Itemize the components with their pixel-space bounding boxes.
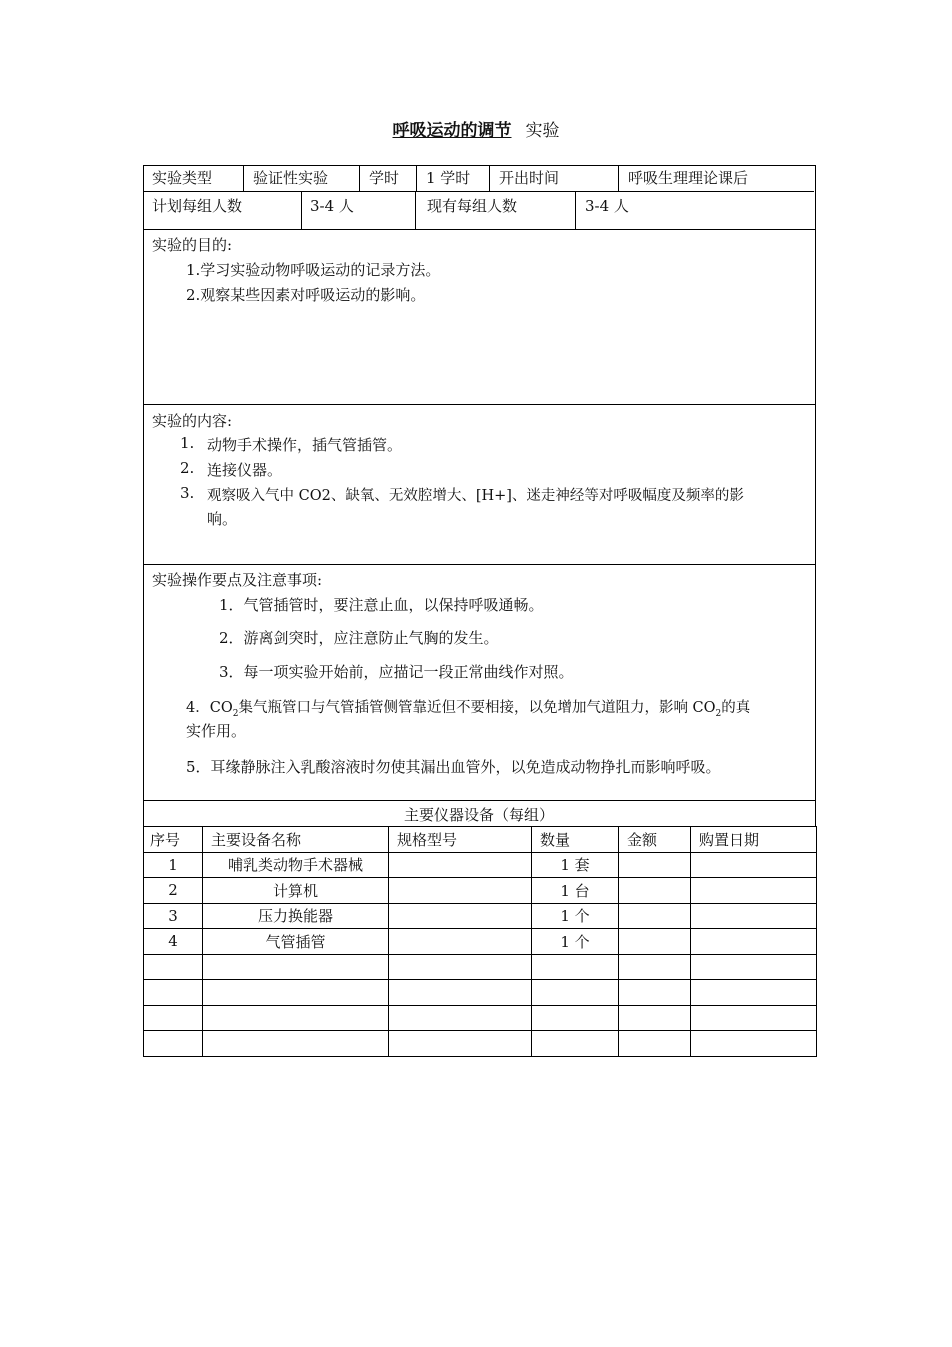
- equipment-name: 压力换能器: [203, 903, 389, 929]
- table-row: [144, 903, 817, 929]
- equipment-table: [143, 826, 817, 1057]
- note-item: 5．耳缘静脉注入乳酸溶液时勿使其漏出血管外，以免造成动物挣扎而影响呼吸。: [186, 758, 721, 776]
- table-row: [144, 954, 817, 980]
- table-header-row: [144, 827, 817, 853]
- purpose-section: [143, 229, 816, 405]
- spec-model: [389, 903, 532, 929]
- spec-model: [389, 929, 532, 955]
- hours-label: 学时: [369, 169, 400, 187]
- actual-size-label: 现有每组人数: [427, 197, 518, 215]
- note-item-continuation: 实作用。: [186, 722, 247, 740]
- content-item: 动物手术操作，插气管插管。: [207, 436, 403, 454]
- purpose-heading: 实验的目的:: [152, 236, 233, 254]
- table-row: [144, 852, 817, 878]
- open-time-label: 开出时间: [499, 169, 560, 187]
- spec-model: [389, 980, 532, 1006]
- amount: [619, 852, 691, 878]
- title-main: 呼吸运动的调节: [392, 121, 512, 141]
- table-row: [144, 1005, 817, 1031]
- note-item: 3．每一项实验开始前，应描记一段正常曲线作对照。: [219, 663, 574, 681]
- hours-value: 1 学时: [426, 169, 471, 187]
- spec-model: [389, 852, 532, 878]
- content-section: [143, 404, 816, 565]
- page-title: [0, 116, 952, 141]
- row-number: 4: [144, 929, 203, 955]
- open-time-value: 呼吸生理理论课后: [628, 169, 749, 187]
- purchase-date: [691, 1005, 817, 1031]
- purchase-date: [691, 1031, 817, 1057]
- equipment-title: 主要仪器设备（每组）: [403, 806, 554, 824]
- row-number: [144, 1031, 203, 1057]
- amount: [619, 929, 691, 955]
- note-item: 4．$CO_2$集气瓶管口与气管插管侧管靠近但不要相接，以免增加气道阻力，影响 $CO_2$的真: [186, 700, 751, 719]
- table-row: [144, 878, 817, 904]
- table-row: [144, 1031, 817, 1057]
- content-item-number: 1.: [180, 434, 195, 452]
- note-item: 1．气管插管时，要注意止血，以保持呼吸通畅。: [219, 596, 544, 614]
- table-row: [144, 980, 817, 1006]
- row-number: 3: [144, 903, 203, 929]
- header-cell: 数量: [532, 827, 619, 853]
- quantity: 1 个: [532, 903, 619, 929]
- equipment-name: 哺乳类动物手术器械: [203, 852, 389, 878]
- row-number: [144, 954, 203, 980]
- notes-section: [143, 564, 816, 801]
- quantity: [532, 980, 619, 1006]
- purchase-date: [691, 903, 817, 929]
- row-number: [144, 980, 203, 1006]
- purchase-date: [691, 878, 817, 904]
- row-number: 1: [144, 852, 203, 878]
- purchase-date: [691, 929, 817, 955]
- content-item: 连接仪器。: [207, 461, 283, 479]
- content-item-number: 3.: [180, 484, 195, 502]
- row-number: 2: [144, 878, 203, 904]
- header-cell: 主要设备名称: [203, 827, 389, 853]
- content-item-number: 2.: [180, 459, 195, 477]
- purchase-date: [691, 980, 817, 1006]
- equipment-title-row: [143, 800, 816, 827]
- plan-size-label: 计划每组人数: [152, 197, 243, 215]
- amount: [619, 878, 691, 904]
- note-item: 2．游离剑突时，应注意防止气胸的发生。: [219, 629, 499, 647]
- content-item: 观察吸入气中 CO2、缺氧、无效腔增大、[H+]、迷走神经等对呼吸幅度及频率的影: [207, 488, 744, 504]
- header-cell: 金额: [619, 827, 691, 853]
- equipment-name: [203, 1031, 389, 1057]
- equipment-name: 计算机: [203, 878, 389, 904]
- spec-model: [389, 954, 532, 980]
- quantity: 1 套: [532, 852, 619, 878]
- amount: [619, 980, 691, 1006]
- header-cell: 序号: [144, 827, 203, 853]
- quantity: 1 个: [532, 929, 619, 955]
- type-value: 验证性实验: [253, 169, 329, 187]
- type-label: 实验类型: [152, 169, 213, 187]
- purpose-item: 1.学习实验动物呼吸运动的记录方法。: [186, 261, 441, 279]
- content-heading: 实验的内容:: [152, 412, 233, 430]
- purpose-item: 2.观察某些因素对呼吸运动的影响。: [186, 286, 426, 304]
- amount: [619, 903, 691, 929]
- purchase-date: [691, 954, 817, 980]
- row-number: [144, 1005, 203, 1031]
- header-cell: 购置日期: [691, 827, 817, 853]
- quantity: [532, 954, 619, 980]
- table-row: [144, 929, 817, 955]
- title-suffix: 实验: [525, 121, 560, 141]
- amount: [619, 954, 691, 980]
- spec-model: [389, 878, 532, 904]
- quantity: [532, 1005, 619, 1031]
- purchase-date: [691, 852, 817, 878]
- info-block: [143, 165, 816, 230]
- spec-model: [389, 1031, 532, 1057]
- amount: [619, 1005, 691, 1031]
- header-cell: 规格型号: [389, 827, 532, 853]
- equipment-name: [203, 1005, 389, 1031]
- amount: [619, 1031, 691, 1057]
- notes-heading: 实验操作要点及注意事项:: [152, 571, 323, 589]
- actual-size-value: 3-4 人: [585, 197, 629, 215]
- content-item-continuation: 响。: [207, 510, 238, 528]
- equipment-name: 气管插管: [203, 929, 389, 955]
- quantity: 1 台: [532, 878, 619, 904]
- quantity: [532, 1031, 619, 1057]
- spec-model: [389, 1005, 532, 1031]
- plan-size-value: 3-4 人: [310, 197, 354, 215]
- equipment-name: [203, 954, 389, 980]
- equipment-name: [203, 980, 389, 1006]
